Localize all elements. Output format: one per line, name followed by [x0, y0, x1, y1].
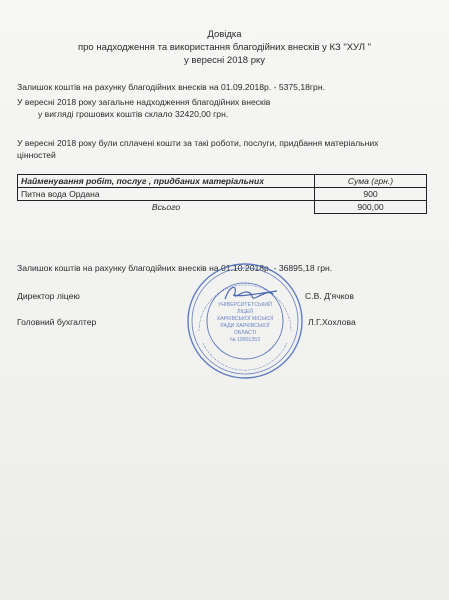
director-name: С.В. Д'ячков	[305, 291, 354, 301]
stamp-line-3: ХАРКІВСЬКОЇ МІСЬКОЇ	[216, 316, 274, 322]
income-line-1: У вересні 2018 року загальне надходження благодійних внесків	[17, 97, 271, 107]
paid-line-2: цінностей	[17, 150, 56, 160]
paid-line-1: У вересні 2018 року були сплачені кошти за такі роботи, послуги, придбання матеріальних	[17, 138, 379, 148]
expenses-table	[17, 174, 427, 214]
balance-end: Залишок коштів на рахунку благодійних внесків на 01.10.2018р. - 36895,18 грн.	[17, 263, 333, 273]
accountant-name: Л.Г.Хохлова	[308, 317, 356, 327]
signature-scribble	[225, 287, 277, 299]
table-total-row	[18, 201, 427, 214]
income-line-2: у вигляді грошових коштів склало 32420,00 грн.	[38, 109, 229, 119]
table-header-row	[18, 175, 427, 188]
stamp-line-5: ОБЛАСТІ	[233, 330, 257, 336]
doc-title: Довідка	[207, 29, 242, 40]
header-sum-cell: Сума (грн.)	[315, 175, 427, 188]
header-name-cell: Найменування робіт, послуг , придбаних матеріальних	[18, 175, 315, 188]
stamp-line-2: ЛІЦЕЙ	[237, 309, 253, 315]
stamp-line-4: РАДИ ХАРКІВСЬКОЇ	[220, 323, 270, 329]
total-label-cell: Всього	[18, 201, 315, 214]
accountant-title: Головний бухгалтер	[17, 317, 97, 327]
director-title: Директор ліцею	[17, 291, 80, 301]
stamp-line-1: УНІВЕРСИТЕТСЬКИЙ	[218, 302, 272, 308]
doc-subtitle: про надходження та використання благодійних внесків у КЗ "ХУЛ "	[77, 42, 372, 53]
table-row	[18, 188, 427, 201]
doc-period: у вересні 2018 рку	[184, 55, 265, 66]
row-sum-cell: 900	[315, 188, 427, 201]
total-sum-cell: 900,00	[315, 201, 427, 214]
official-stamp	[185, 261, 305, 381]
row-name-cell: Питна вода Ордана	[18, 188, 315, 201]
balance-start: Залишок коштів на рахунку благодійних внесків на 01.09.2018р. - 5375,18грн.	[17, 82, 325, 92]
stamp-line-6: № 19901353	[229, 337, 261, 343]
